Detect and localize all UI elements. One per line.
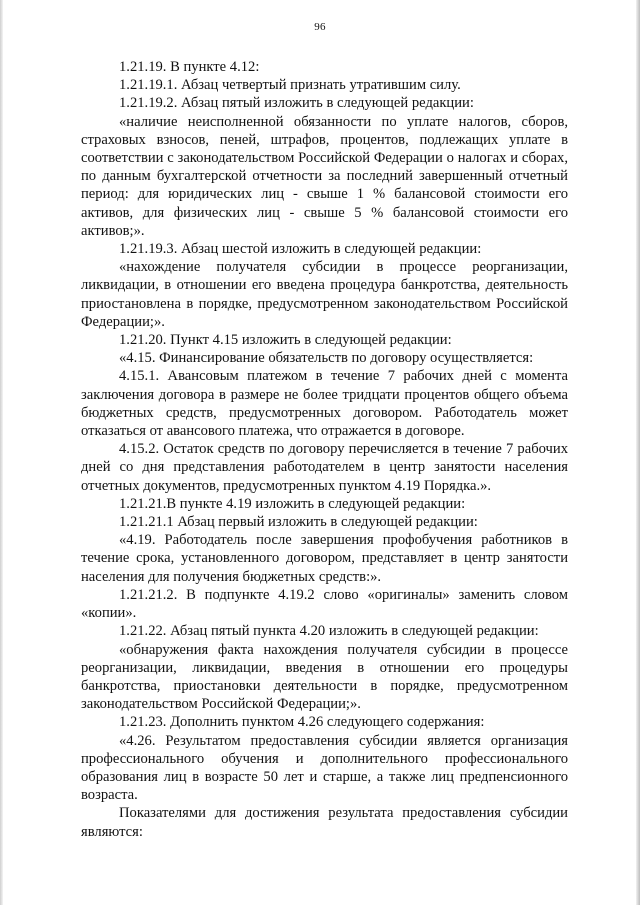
paragraph-1-21-21-1: 1.21.21.1 Абзац первый изложить в следующей редакции: xyxy=(119,514,478,531)
quote-detection: «обнаружения факта нахождения получателя субсидии в процессе реорганизации, ликвидации, введения в отношении его процедуры банкротства, приостановки деятельности в порядке, предусмотренном законодательством Российской Федерации;». xyxy=(81,641,568,713)
quote-4-15: «4.15. Финансирование обязательств по договору осуществляется: xyxy=(119,350,534,367)
paragraph-1-21-22: 1.21.22. Абзац пятый пункта 4.20 изложить в следующей редакции: xyxy=(119,623,539,640)
paragraph-1-21-19-1: 1.21.19.1. Абзац четвертый признать утратившим силу. xyxy=(119,77,461,94)
paragraph-1-21-19-2: 1.21.19.2. Абзац пятый изложить в следующей редакции: xyxy=(119,95,474,112)
paragraph-4-15-2: 4.15.2. Остаток средств по договору перечисляется в течение 7 рабочих дней со дня представления работодателем в центр занятости населения отчетных документов, предусмотренных пунктом 4.19 Порядка.». xyxy=(81,441,568,494)
quote-4-26: «4.26. Результатом предоставления субсидии является организация профессионального обучения и дополнительного профессионального образования лиц в возрасте 50 лет и старше, а также лиц предпенсионного возраста. xyxy=(81,732,568,804)
scan-edge-left xyxy=(0,0,3,905)
page-number: 96 xyxy=(314,21,326,33)
paragraph-4-15-1: 4.15.1. Авансовым платежом в течение 7 рабочих дней с момента заключения договора в размере не более тридцати процентов общего объема бюджетных средств, предусмотренных договором. Работодатель может отказаться от авансового платежа, что отражается в договоре. xyxy=(81,368,568,440)
paragraph-1-21-19-3: 1.21.19.3. Абзац шестой изложить в следующей редакции: xyxy=(119,241,482,258)
paragraph-1-21-19: 1.21.19. В пункте 4.12: xyxy=(119,59,260,75)
paragraph-1-21-20: 1.21.20. Пункт 4.15 изложить в следующей редакции: xyxy=(119,332,452,349)
scan-edge-right xyxy=(636,0,640,905)
paragraph-indicators: Показателями для достижения результата предоставления субсидии являются: xyxy=(81,805,568,840)
quote-4-19: «4.19. Работодатель после завершения профобучения работников в течение срока, установленного договором, представляет в центр занятости населения для получения бюджетных средств:». xyxy=(81,532,568,585)
quote-reorganization: «нахождение получателя субсидии в процессе реорганизации, ликвидации, в отношении его введена процедура банкротства, деятельность приостановлена в порядке, предусмотренном законодательством Российской Федерации;». xyxy=(81,259,568,330)
document-body xyxy=(81,58,568,841)
paragraph-1-21-21: 1.21.21.В пункте 4.19 изложить в следующей редакции: xyxy=(119,495,466,512)
paragraph-1-21-23: 1.21.23. Дополнить пунктом 4.26 следующего содержания: xyxy=(119,714,485,731)
quote-tax-arrears: «наличие неисполненной обязанности по уплате налогов, сборов, страховых взносов, пеней, штрафов, процентов, подлежащих уплате в соответствии с законодательством Российской Федерации о налогах и сборах, по данным бухгалтерской отчетности за последний завершенный отчетный период: для юридических лиц - свыше 1 % балансовой стоимости его активов, для физических лиц - свыше 5 % балансовой стоимости его активов;». xyxy=(81,113,568,239)
paragraph-1-21-21-2: 1.21.21.2. В подпункте 4.19.2 слово «оригиналы» заменить словом «копии». xyxy=(81,586,568,622)
